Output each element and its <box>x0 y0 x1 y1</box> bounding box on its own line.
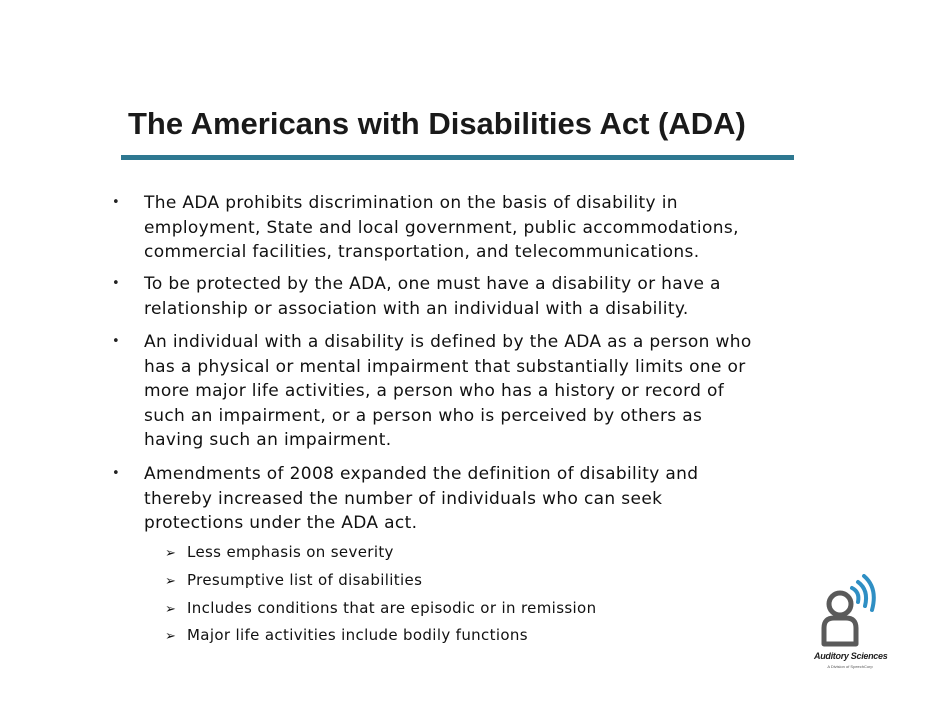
slide-title: The Americans with Disabilities Act (ADA) <box>128 106 746 141</box>
bullet-item <box>112 191 739 265</box>
sub-bullet-text: Major life activities include bodily functions <box>187 626 528 644</box>
bullet-text: The ADA prohibits discrimination on the basis of disability in employment, State and local government, public accommodations, commercial facilities, transportation, and telecommunications. <box>144 193 739 262</box>
sub-bullet-text: Less emphasis on severity <box>187 543 394 561</box>
title-underline <box>121 155 794 160</box>
sub-bullet-text: Includes conditions that are episodic or in remission <box>187 599 597 617</box>
sub-bullet-item <box>165 543 394 561</box>
bullet-item <box>112 462 698 536</box>
bullet-text: Amendments of 2008 expanded the definition of disability and thereby increased the number of individuals who can seek protections under the ADA act. <box>144 464 699 533</box>
arrow-marker-icon: ➢ <box>165 574 177 589</box>
bullet-text: An individual with a disability is defined by the ADA as a person who has a physical or mental impairment that substantially limits one or more major life activities, a person who has a history or record of such an impairment, or a person who is perceived by others as having such an impairment. <box>144 332 752 450</box>
arrow-marker-icon: ➢ <box>165 546 177 561</box>
bullet-text: To be protected by the ADA, one must have a disability or have a relationship or association with an individual with a disability. <box>144 274 721 319</box>
logo-wordmark: Auditory Sciences <box>814 651 888 661</box>
bullet-marker: • <box>112 195 121 210</box>
bullet-marker: • <box>112 466 121 481</box>
sub-bullet-item <box>165 571 422 589</box>
bullet-item <box>112 272 721 321</box>
arrow-marker-icon: ➢ <box>165 629 177 644</box>
listener-waves-icon <box>814 574 886 650</box>
sub-bullet-text: Presumptive list of disabilities <box>187 571 423 589</box>
arrow-marker-icon: ➢ <box>165 602 177 617</box>
bullet-marker: • <box>112 334 121 349</box>
auditory-sciences-logo <box>814 574 886 684</box>
bullet-marker: • <box>112 276 121 291</box>
sub-bullet-item <box>165 626 528 644</box>
sub-bullet-item <box>165 599 596 617</box>
bullet-item <box>112 330 752 453</box>
logo-tagline: A Division of SpeechCorp <box>827 664 873 669</box>
